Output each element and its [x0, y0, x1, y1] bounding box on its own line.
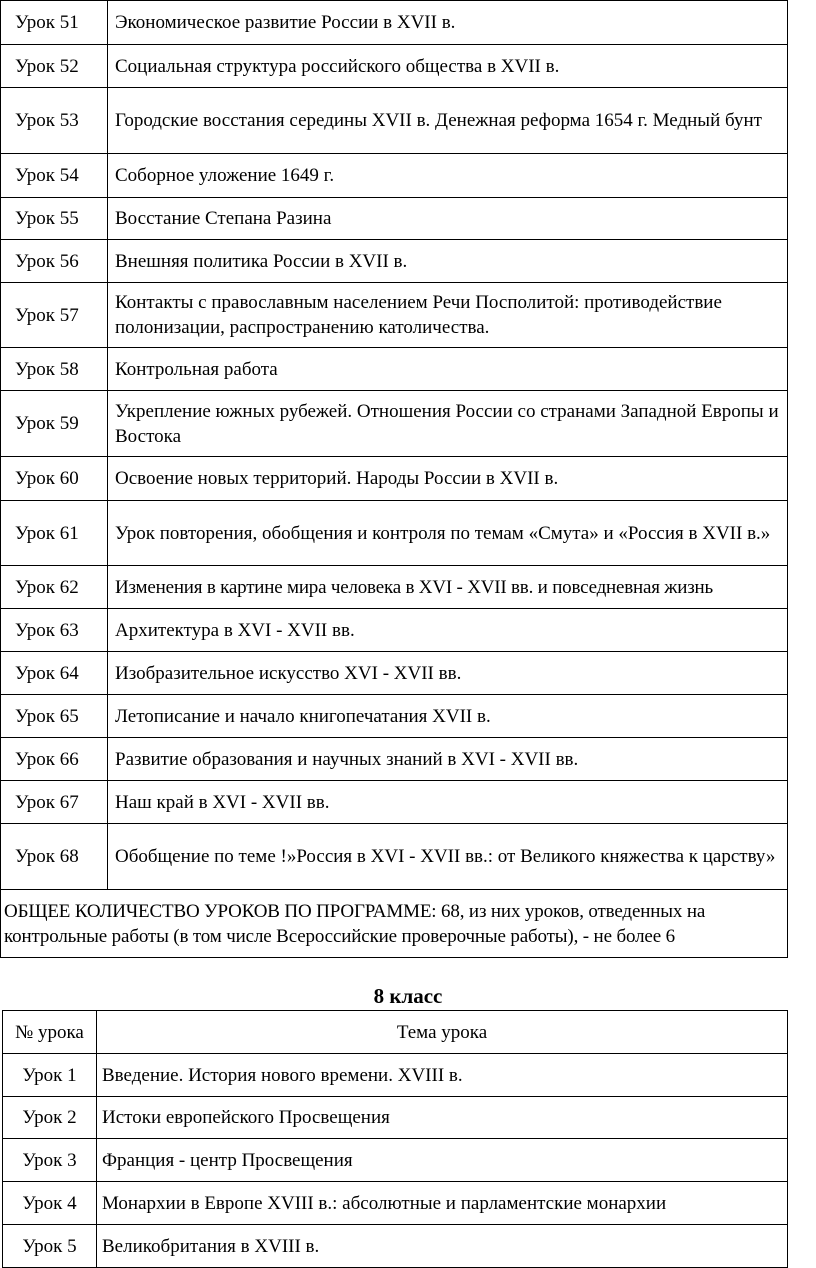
lesson-topic: Монархии в Европе XVIII в.: абсолютные и парламентские монархии — [97, 1182, 788, 1225]
lesson-topic: Архитектура в XVI - XVII вв. — [108, 609, 788, 652]
lesson-topic: Развитие образования и научных знаний в XVI - XVII вв. — [108, 738, 788, 781]
table-row — [3, 1225, 788, 1268]
section-heading: 8 класс — [373, 984, 443, 1008]
table-header-row — [3, 1011, 788, 1054]
lesson-number: Урок 66 — [1, 738, 108, 781]
lesson-topic: Экономическое развитие России в XVII в. — [108, 1, 788, 45]
lesson-topic: Освоение новых территорий. Народы России в XVII в. — [108, 457, 788, 501]
lesson-topic: Контрольная работа — [108, 348, 788, 391]
lesson-number: Урок 52 — [1, 45, 108, 88]
table-row — [1, 824, 788, 890]
lesson-topic: Летописание и начало книгопечатания XVII в. — [108, 695, 788, 738]
lesson-number: Урок 1 — [3, 1054, 97, 1097]
lesson-number: Урок 67 — [1, 781, 108, 824]
table-row — [1, 501, 788, 566]
lesson-topic: Контакты с православным населением Речи Посполитой: противодействие полонизации, распространению католичества. — [108, 283, 788, 348]
table-row — [1, 240, 788, 283]
lesson-topic: Соборное уложение 1649 г. — [108, 154, 788, 198]
table-row — [3, 1182, 788, 1225]
lesson-number: Урок 3 — [3, 1139, 97, 1182]
lesson-topic: Восстание Степана Разина — [108, 198, 788, 240]
lesson-topic: Социальная структура российского общества в XVII в. — [108, 45, 788, 88]
lesson-number: Урок 56 — [1, 240, 108, 283]
table-row — [3, 1097, 788, 1139]
lesson-topic: Франция - центр Просвещения — [97, 1139, 788, 1182]
lessons-table-8 — [2, 1010, 788, 1268]
lesson-number: Урок 63 — [1, 609, 108, 652]
table-row — [1, 1, 788, 45]
table-row — [1, 457, 788, 501]
lesson-topic: Городские восстания середины XVII в. Денежная реформа 1654 г. Медный бунт — [108, 88, 788, 154]
table-row — [1, 695, 788, 738]
lesson-topic: Великобритания в XVIII в. — [97, 1225, 788, 1268]
lesson-number: Урок 60 — [1, 457, 108, 501]
lesson-number: Урок 51 — [1, 1, 108, 45]
table-row — [1, 391, 788, 457]
lesson-number: Урок 64 — [1, 652, 108, 695]
lesson-topic: Истоки европейского Просвещения — [97, 1097, 788, 1139]
lesson-topic: Обобщение по теме !»Россия в XVI - XVII вв.: от Великого княжества к царству» — [108, 824, 788, 890]
lesson-number: Урок 61 — [1, 501, 108, 566]
lesson-topic: Введение. История нового времени. XVIII в. — [97, 1054, 788, 1097]
lesson-number: Урок 58 — [1, 348, 108, 391]
table-row — [3, 1054, 788, 1097]
table-row — [1, 154, 788, 198]
lesson-topic: Укрепление южных рубежей. Отношения России со странами Западной Европы и Востока — [108, 391, 788, 457]
lesson-number: Урок 65 — [1, 695, 108, 738]
table-row — [1, 652, 788, 695]
lesson-topic: Изменения в картине мира человека в XVI - XVII вв. и повседневная жизнь — [108, 566, 788, 609]
lesson-number: Урок 4 — [3, 1182, 97, 1225]
table-row — [1, 198, 788, 240]
table-row — [1, 88, 788, 154]
table-row — [1, 45, 788, 88]
lesson-number: Урок 55 — [1, 198, 108, 240]
lesson-topic: Внешняя политика России в XVII в. — [108, 240, 788, 283]
lesson-number: Урок 57 — [1, 283, 108, 348]
lesson-number: Урок 53 — [1, 88, 108, 154]
table-row — [1, 609, 788, 652]
lesson-topic: Наш край в XVI - XVII вв. — [108, 781, 788, 824]
lesson-number: Урок 59 — [1, 391, 108, 457]
lesson-number: Урок 68 — [1, 824, 108, 890]
column-header-topic: Тема урока — [97, 1011, 788, 1054]
table-row — [1, 566, 788, 609]
lesson-topic: Урок повторения, обобщения и контроля по темам «Смута» и «Россия в XVII в.» — [108, 501, 788, 566]
table-row — [1, 781, 788, 824]
table-row — [1, 283, 788, 348]
total-row — [1, 890, 788, 958]
lesson-topic: Изобразительное искусство XVI - XVII вв. — [108, 652, 788, 695]
lesson-number: Урок 2 — [3, 1097, 97, 1139]
table-row — [1, 738, 788, 781]
lesson-number: Урок 54 — [1, 154, 108, 198]
lesson-number: Урок 62 — [1, 566, 108, 609]
column-header-number: № урока — [3, 1011, 97, 1054]
lesson-number: Урок 5 — [3, 1225, 97, 1268]
table-row — [1, 348, 788, 391]
table-row — [3, 1139, 788, 1182]
total-lessons-note: ОБЩЕЕ КОЛИЧЕСТВО УРОКОВ ПО ПРОГРАММЕ: 68, из них уроков, отведенных на контрольные работы (в том числе Всероссийские проверочные работы), - не более 6 — [1, 890, 788, 958]
